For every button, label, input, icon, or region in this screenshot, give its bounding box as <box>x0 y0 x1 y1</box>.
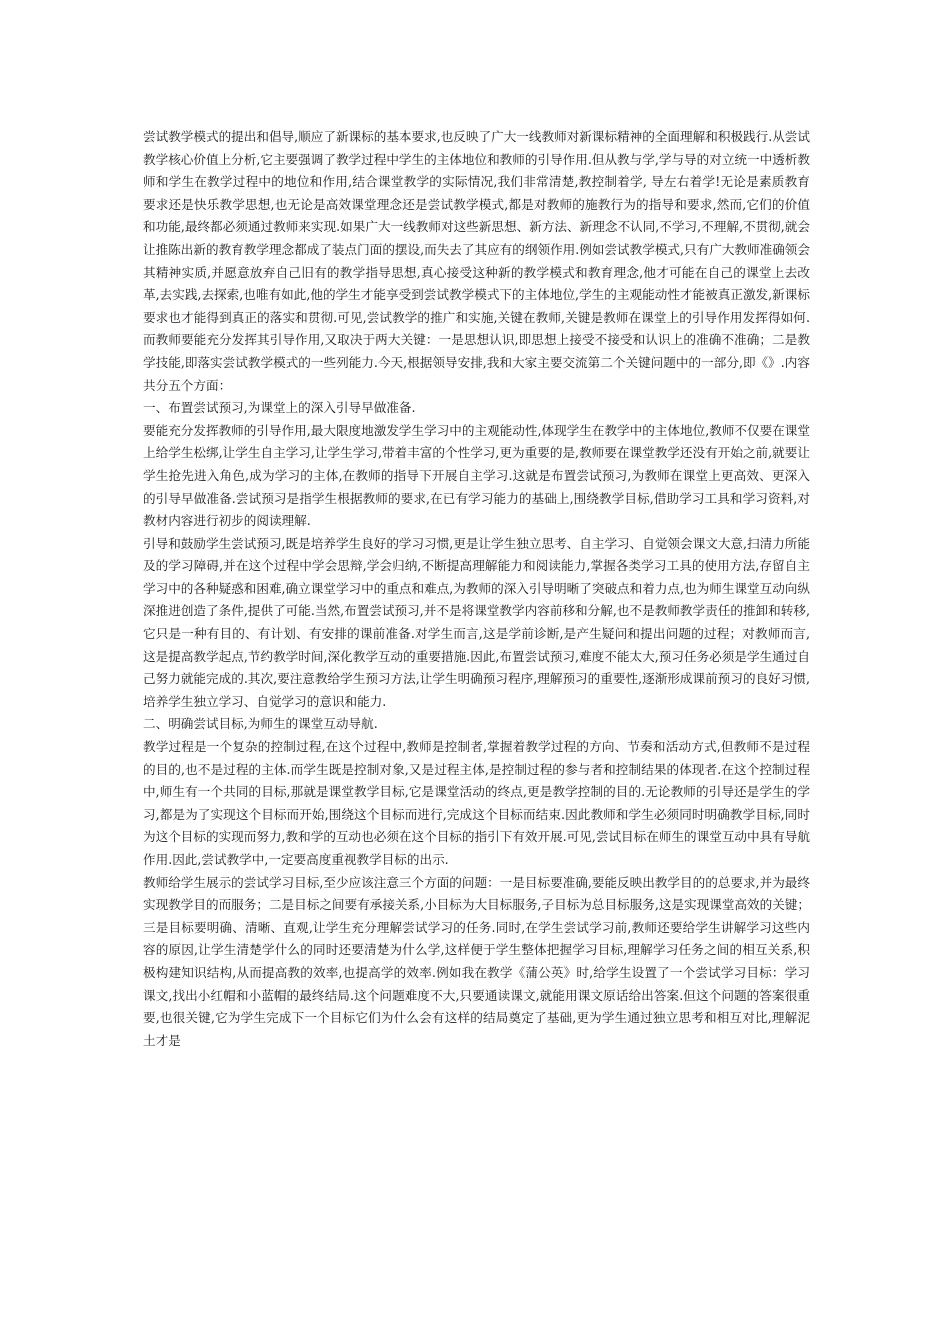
section-heading-one: 一、布置尝试预习,为课堂上的深入引导早做准备. <box>143 400 416 416</box>
document-body <box>143 126 810 1052</box>
section-one-paragraph-1: 要能充分发挥教师的引导作用,最大限度地激发学生学习中的主观能动性,体现学生在教学中的主体地位,教师不仅要在课堂上给学生松绑,让学生自主学习,让学生学习,带着丰富的个性学习,更为重要的是,教师要在课堂教学还没有开始之前,就要让学生抢先进入角色,成为学习的主体,在教师的指导下开展自主学习.这就是布置尝试预习,为教师在课堂上更高效、更深入的引导早做准备.尝试预习是指学生根据教师的要求,在已有学习能力的基础上,围绕教学目标,借助学习工具和学习资料,对教材内容进行初步的阅读理解. <box>143 422 810 529</box>
section-heading-two: 二、明确尝试目标,为师生的课堂互动导航. <box>143 716 378 732</box>
intro-paragraph: 尝试教学模式的提出和倡导,顺应了新课标的基本要求,也反映了广大一线教师对新课标精神的全面理解和积极践行.从尝试教学核心价值上分析,它主要强调了教学过程中学生的主体地位和教师的引导作用.但从教与学,学与导的对立统一中透析教师和学生在教学过程中的地位和作用,结合课堂教学的实际情况,我们非常清楚,教控制着学, 导左右着学!无论是素质教育要求还是快乐教学思想,也无论是高效课堂理念还是尝试教学模式,都是对教师的施教行为的指导和要求,然而,它们的价值和功能,最终都必须通过教师来实现.如果广大一线教师对这些新思想、新方法、新理念不认同,不学习,不理解,不贯彻,就会让推陈出新的教育教学理念都成了装点门面的摆设,而失去了其应有的纲领作用.例如尝试教学模式,只有广大教师准确领会其精神实质,并愿意放弃自己旧有的教学指导思想,真心接受这种新的教学模式和教育理念,他才可能在自己的课堂上去改革,去实践,去探索,也唯有如此,他的学生才能享受到尝试教学模式下的主体地位,学生的主观能动性才能被真正激发,新课标要求也才能得到真正的落实和贯彻.可见,尝试教学的推广和实施,关键在教师,关键是教师在课堂上的引导作用发挥得如何.而教师要能充分发挥其引导作用,又取决于两大关键：一是思想认识,即思想上接受不接受和认识上的准确不准确；二是教学技能,即落实尝试教学模式的一些列能力.今天,根据领导安排,我和大家主要交流第二个关键问题中的一部分,即《》.内容共分五个方面： <box>143 129 810 393</box>
section-one-paragraph-2: 引导和鼓励学生尝试预习,既是培养学生良好的学习习惯,更是让学生独立思考、自主学习、自觉领会课文大意,扫清力所能及的学习障碍,并在这个过程中学会思辩,学会归纳,不断提高理解能力和阅读能力,掌握各类学习工具的使用方法,存留自主学习中的各种疑惑和困难,确立课堂学习中的重点和难点,为教师的深入引导明晰了突破点和着力点,也为师生课堂互动向纵深推进创造了条件,提供了可能.当然,布置尝试预习,并不是将课堂教学内容前移和分解,也不是教师教学责任的推卸和转移,它只是一种有目的、有计划、有安排的课前准备.对学生而言,这是学前诊断,是产生疑问和提出问题的过程；对教师而言,这是提高教学起点,节约教学时间,深化教学互动的重要措施.因此,布置尝试预习,难度不能太大,预习任务必须是学生通过自己努力就能完成的.其次,要注意教给学生预习方法,让学生明确预习程序,理解预习的重要性,逐渐形成课前预习的良好习惯,培养学生独立学习、自觉学习的意识和能力. <box>143 535 810 709</box>
section-two-paragraph-1: 教学过程是一个复杂的控制过程,在这个过程中,教师是控制者,掌握着教学过程的方向、节奏和活动方式,但教师不是过程的目的,也不是过程的主体.而学生既是控制对象,又是过程主体,是控制过程的参与者和控制结果的体现者.在这个控制过程中,师生有一个共同的目标,那就是课堂教学目标,它是课堂活动的终点,更是教学控制的目的.无论教师的引导还是学生的学习,都是为了实现这个目标而开始,围绕这个目标而进行,完成这个目标而结束.因此教师和学生必须同时明确教学目标,同时为这个目标的实现而努力,教和学的互动也必须在这个目标的指引下有效开展.可见,尝试目标在师生的课堂互动中具有导航作用.因此,尝试教学中,一定要高度重视教学目标的出示. <box>143 739 810 867</box>
section-two-paragraph-2: 教师给学生展示的尝试学习目标,至少应该注意三个方面的问题：一是目标要准确,要能反映出教学目的的总要求,并为最终实现教学目的而服务；二是目标之间要有承接关系,小目标为大目标服务,子目标为总目标服务,这是实现课堂高效的关键；三是目标要明确、清晰、直观,让学生充分理解尝试学习的任务.同时,在学生尝试学习前,教师还要给学生讲解学习这些内容的原因,让学生清楚学什么的同时还要清楚为什么学,这样便于学生整体把握学习目标,理解学习任务之间的相互关系,积极构建知识结构,从而提高教的效率,也提高学的效率.例如我在教学《蒲公英》时,给学生设置了一个尝试学习目标：学习课文,找出小红帽和小蓝帽的最终结局.这个问题难度不大,只要通读课文,就能用课文原话给出答案.但这个问题的答案很重要,也很关键,它为学生完成下一个目标它们为什么会有这样的结局奠定了基础,更为学生通过独立思考和相互对比,理解泥土才是 <box>143 874 810 1048</box>
